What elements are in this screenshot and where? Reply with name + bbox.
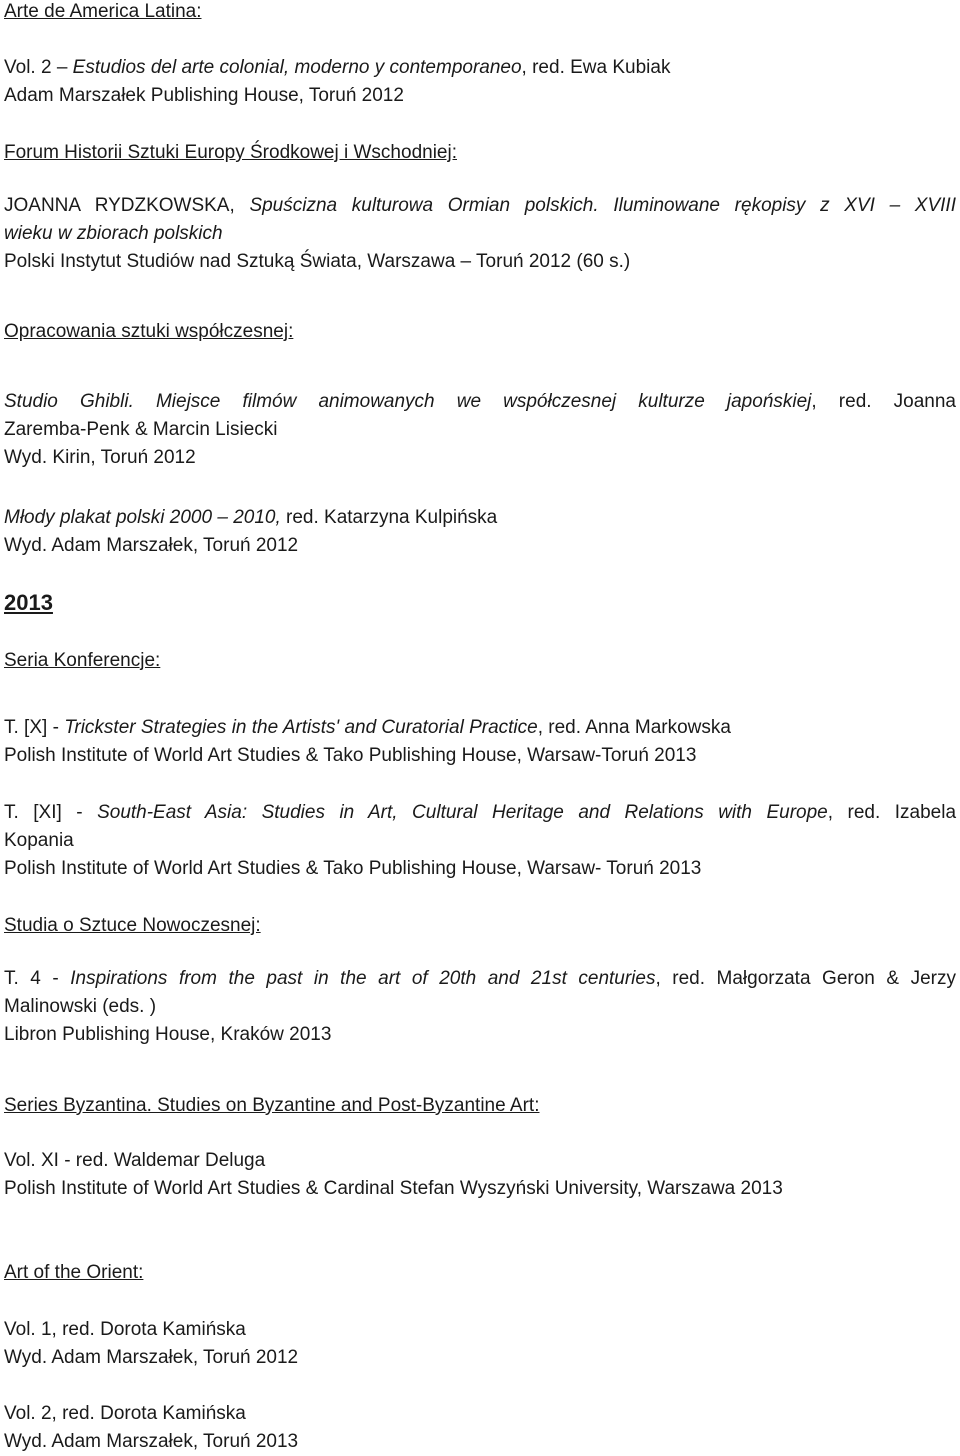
entry-title: South-East Asia: Studies in Art, Cultural Heritage and Relations with Europe <box>97 802 828 823</box>
entry-volume: T. [X] - <box>4 717 65 738</box>
entry-editor: , red. Izabela <box>827 802 957 823</box>
entry-publisher: Wyd. Adam Marszałek, Toruń 2013 <box>4 1431 299 1452</box>
entry-editor: , red. Anna Markowska <box>537 717 731 738</box>
year-heading: 2013 <box>4 590 53 615</box>
section-heading-konferencje: Seria Konferencje: <box>4 650 161 671</box>
entry-publisher: Polish Institute of World Art Studies & Tako Publishing House, Warsaw- Toruń 2013 <box>4 858 702 879</box>
section-heading-latin-america: Arte de America Latina: <box>4 1 202 22</box>
entry-title-continued: wieku w zbiorach polskich <box>4 223 223 244</box>
entry-publisher: Polish Institute of World Art Studies & Cardinal Stefan Wyszyński University, Warszawa 2013 <box>4 1178 783 1199</box>
entry-volume: T. 4 - <box>4 968 71 989</box>
entry-line <box>4 390 956 414</box>
section-heading-byzantina: Series Byzantina. Studies on Byzantine and Post-Byzantine Art: <box>4 1095 540 1116</box>
entry-title: Trickster Strategies in the Artists' and Curatorial Practice <box>64 717 538 738</box>
entry-publisher: Adam Marszałek Publishing House, Toruń 2012 <box>4 85 404 106</box>
entry-line <box>4 716 731 740</box>
entry-volume: Vol. 2 – <box>4 57 73 78</box>
entry-title: Studio Ghibli. Miejsce filmów animowanych we współczesnej kulturze japońskiej <box>4 391 812 412</box>
entry-publisher: Wyd. Adam Marszałek, Toruń 2012 <box>4 535 299 556</box>
entry-line <box>4 194 956 218</box>
entry-title: Inspirations from the past in the art of 20th and 21st centuries <box>70 968 656 989</box>
section-heading-contemporary: Opracowania sztuki współczesnej: <box>4 321 294 342</box>
entry-line <box>4 967 956 991</box>
entry-publisher: Wyd. Adam Marszałek, Toruń 2012 <box>4 1347 299 1368</box>
section-heading-orient: Art of the Orient: <box>4 1262 144 1283</box>
entry-line: Vol. 1, red. Dorota Kamińska <box>4 1319 246 1340</box>
entry-volume: T. [XI] - <box>4 802 98 823</box>
entry-editor: , red. Ewa Kubiak <box>521 57 671 78</box>
entry-editor-continued: Malinowski (eds. ) <box>4 996 157 1017</box>
entry-line: Vol. XI - red. Waldemar Deluga <box>4 1150 266 1171</box>
entry-editor: , red. Joanna <box>811 391 956 412</box>
entry-publisher: Libron Publishing House, Kraków 2013 <box>4 1024 332 1045</box>
entry-line: Vol. 2, red. Dorota Kamińska <box>4 1403 246 1424</box>
entry-editor: red. Katarzyna Kulpińska <box>280 507 498 528</box>
entry-line <box>4 506 497 530</box>
entry-publisher: Polski Instytut Studiów nad Sztuką Świata, Warszawa – Toruń 2012 (60 s.) <box>4 251 631 272</box>
entry-editor-continued: Kopania <box>4 830 74 851</box>
section-heading-forum: Forum Historii Sztuki Europy Środkowej i Wschodniej: <box>4 142 457 163</box>
entry-author: JOANNA RYDZKOWSKA, <box>4 195 250 216</box>
entry-title: Estudios del arte colonial, moderno y contemporaneo <box>72 57 522 78</box>
entry-line <box>4 56 670 80</box>
entry-title: Spuścizna kulturowa Ormian polskich. Iluminowane rękopisy z XVI – XVIII <box>249 195 956 216</box>
entry-title: Młody plakat polski 2000 – 2010, <box>4 507 281 528</box>
entry-publisher: Wyd. Kirin, Toruń 2012 <box>4 447 196 468</box>
entry-line <box>4 801 956 825</box>
entry-publisher: Polish Institute of World Art Studies & Tako Publishing House, Warsaw-Toruń 2013 <box>4 745 697 766</box>
entry-editor-continued: Zaremba-Penk & Marcin Lisiecki <box>4 419 278 440</box>
entry-editor: , red. Małgorzata Geron & Jerzy <box>655 968 956 989</box>
section-heading-nowoczesnej: Studia o Sztuce Nowoczesnej: <box>4 915 261 936</box>
